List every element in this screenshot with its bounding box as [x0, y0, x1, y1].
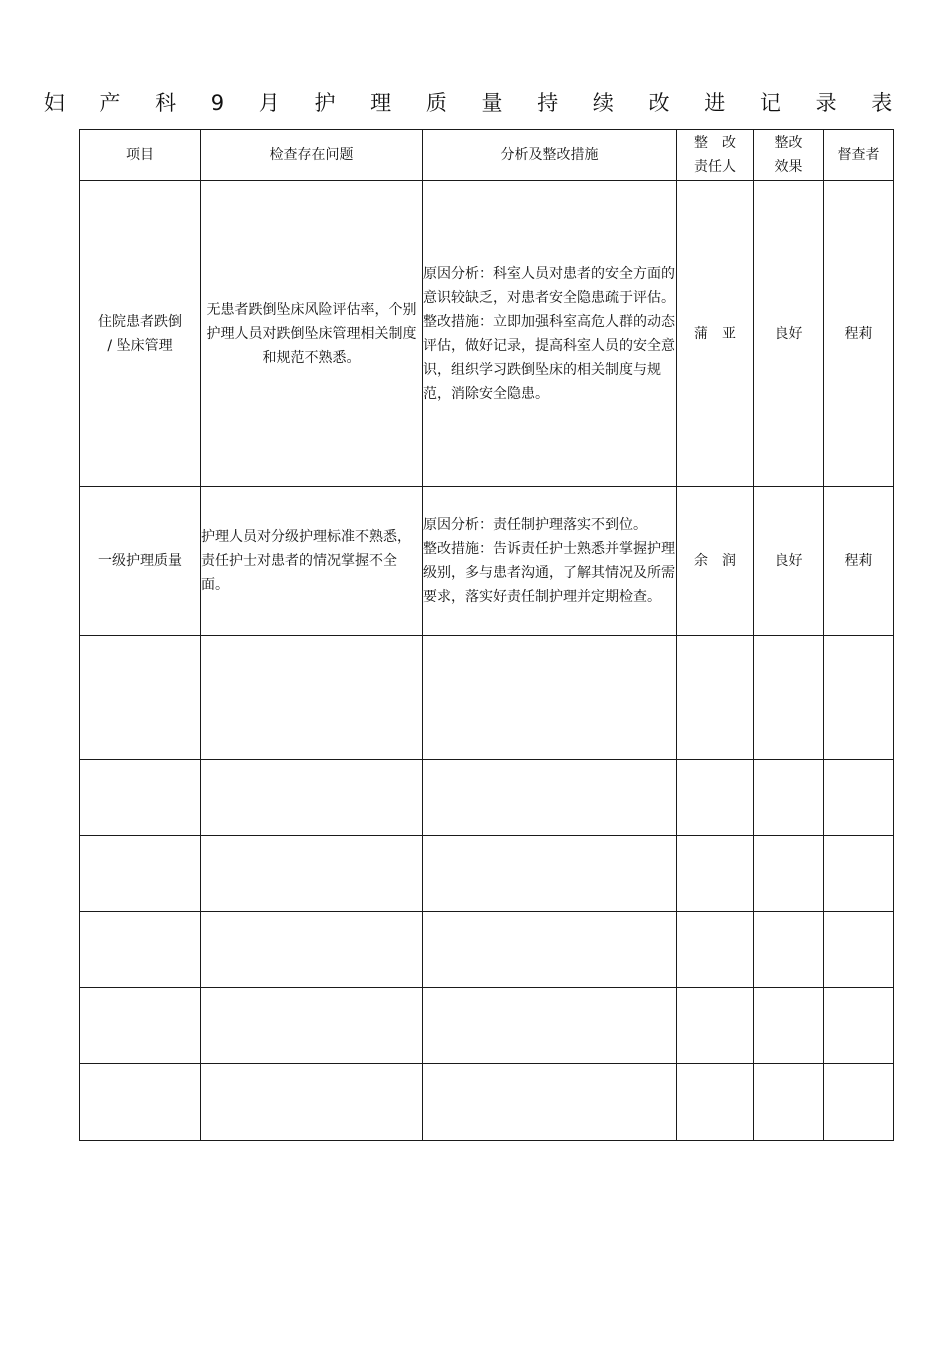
empty-row [80, 636, 894, 760]
table-row [80, 181, 894, 487]
row-problem: 护理人员对分级护理标准不熟悉，责任护士对患者的情况掌握不全面。 [201, 487, 423, 636]
table-header-row [80, 130, 894, 181]
row-supervisor: 程莉 [824, 487, 894, 636]
improvement-record-table [79, 129, 894, 1141]
header-analysis: 分析及整改措施 [423, 130, 677, 181]
row-item: 一级护理质量 [80, 487, 201, 636]
header-item: 项目 [80, 130, 201, 181]
row-problem: 无患者跌倒坠床风险评估率，个别护理人员对跌倒坠床管理相关制度和规范不熟悉。 [201, 181, 423, 487]
empty-row [80, 988, 894, 1064]
empty-row [80, 1064, 894, 1141]
header-supervisor: 督查者 [824, 130, 894, 181]
header-problem: 检查存在问题 [201, 130, 423, 181]
empty-row [80, 836, 894, 912]
row-analysis: 原因分析：科室人员对患者的安全方面的意识较缺乏，对患者安全隐患疏于评估。 整改措施：立即加强科室高危人群的动态评估，做好记录，提高科室人员的安全意识，组织学习跌倒坠床的相关制度与规范，消除安全隐患。 [423, 181, 677, 487]
document-title: 妇 产 科 9 月 护 理 质 量 持 续 改 进 记 录 表 [43, 91, 907, 115]
row-supervisor: 程莉 [824, 181, 894, 487]
row-analysis: 原因分析：责任制护理落实不到位。 整改措施：告诉责任护士熟悉并掌握护理级别，多与患者沟通，了解其情况及所需要求，落实好责任制护理并定期检查。 [423, 487, 677, 636]
table-row [80, 487, 894, 636]
row-item: 住院患者跌倒 / 坠床管理 [80, 181, 201, 487]
row-responsible: 余 润 [677, 487, 754, 636]
empty-row [80, 912, 894, 988]
header-effect: 整改 效果 [754, 130, 824, 181]
row-effect: 良好 [754, 181, 824, 487]
header-responsible: 整 改 责任人 [677, 130, 754, 181]
empty-row [80, 760, 894, 836]
row-responsible: 蒲 亚 [677, 181, 754, 487]
row-effect: 良好 [754, 487, 824, 636]
